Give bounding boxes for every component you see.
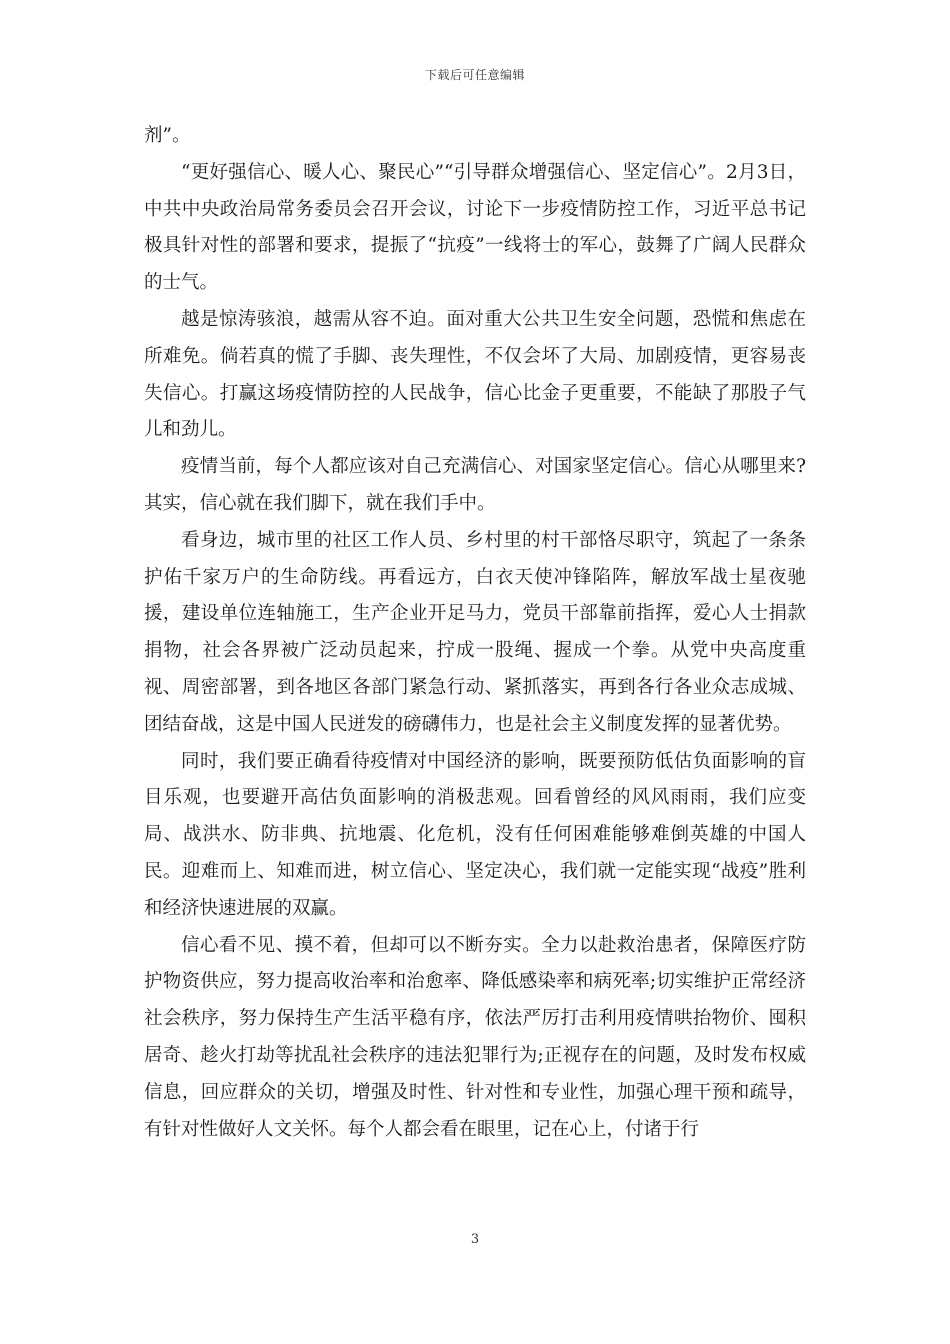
- paragraph: 越是惊涛骇浪，越需从容不迫。面对重大公共卫生安全问题，恐慌和焦虑在所难免。倘若真的慌了手脚、丧失理性，不仅会坏了大局、加剧疫情，更容易丧失信心。打赢这场疫情防控的人民战争，信心比金子更重要，不能缺了那股子气儿和劲儿。: [144, 308, 806, 441]
- paragraph: “更好强信心、暖人心、聚民心”“引导群众增强信心、坚定信心”。2月3日，中共中央政治局常务委员会召开会议，讨论下一步疫情防控工作，习近平总书记极具针对性的部署和要求，提振了“抗疫”一线将士的军心，鼓舞了广阔人民群众的士气。: [144, 161, 806, 294]
- page-header: 下载后可任意编辑: [424, 68, 525, 82]
- paragraph: 疫情当前，每个人都应该对自己充满信心、对国家坚定信心。信心从哪里来?其实，信心就在我们脚下，就在我们手中。: [144, 456, 806, 514]
- paragraph: 看身边，城市里的社区工作人员、乡村里的村干部恪尽职守，筑起了一条条护佑千家万户的生命防线。再看远方，白衣天使冲锋陷阵，解放军战士星夜驰援，建设单位连轴施工，生产企业开足马力，党员干部靠前指挥，爱心人士捐款捐物，社会各界被广泛动员起来，拧成一股绳、握成一个拳。从党中央高度重视、周密部署，到各地区各部门紧急行动、紧抓落实，再到各行各业众志成城、团结奋战，这是中国人民迸发的磅礴伟力，也是社会主义制度发挥的显著优势。: [144, 529, 806, 735]
- document-body: [144, 118, 806, 1148]
- page-number: 3: [470, 1232, 480, 1247]
- paragraph: 同时，我们要正确看待疫情对中国经济的影响，既要预防低估负面影响的盲目乐观，也要避开高估负面影响的消极悲观。回看曾经的风风雨雨，我们应变局、战洪水、防非典、抗地震、化危机，没有任何困难能够难倒英雄的中国人民。迎难而上、知难而进，树立信心、坚定决心，我们就一定能实现“战疫”胜利和经济快速进展的双赢。: [144, 750, 806, 919]
- paragraph-continuation: 剂”。: [144, 125, 191, 146]
- paragraph: 信心看不见、摸不着，但却可以不断夯实。全力以赴救治患者，保障医疗防护物资供应，努力提高收治率和治愈率、降低感染率和病死率;切实维护正常经济社会秩序，努力保持生产生活平稳有序，依法严厉打击利用疫情哄抬物价、囤积居奇、趁火打劫等扰乱社会秩序的违法犯罪行为;正视存在的问题，及时发布权威信息，回应群众的关切，增强及时性、针对性和专业性，加强心理干预和疏导，有针对性做好人文关怀。每个人都会看在眼里，记在心上，付诸于行: [144, 934, 806, 1140]
